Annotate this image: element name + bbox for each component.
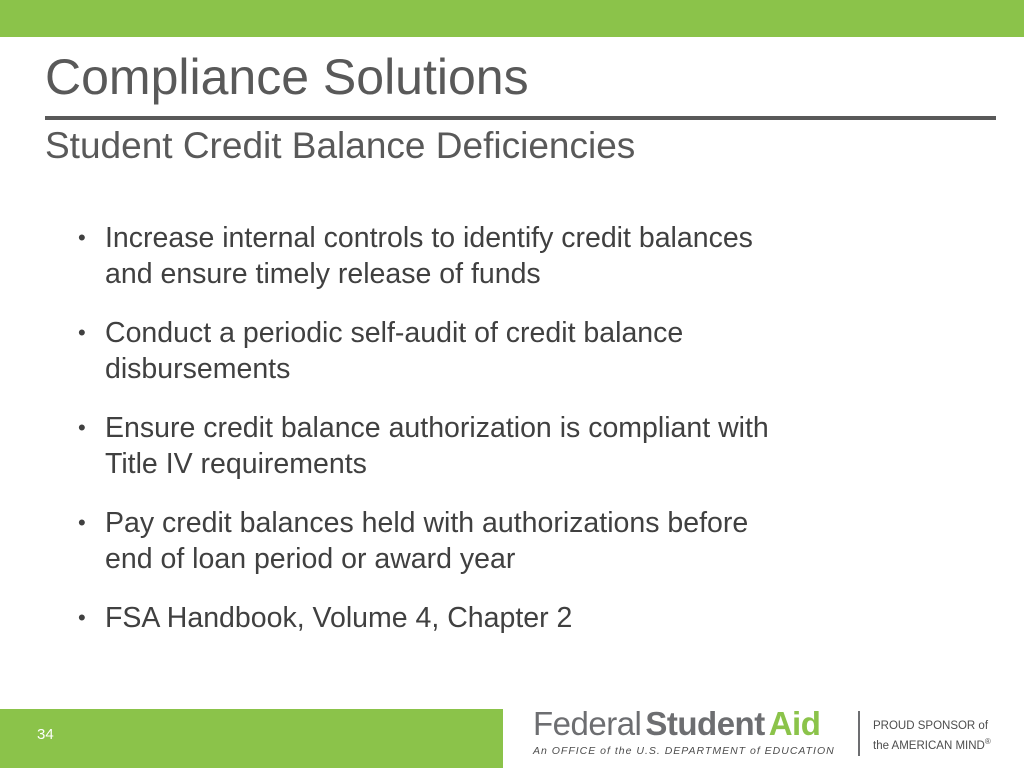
sponsor-line-1: PROUD SPONSOR of [873,720,989,732]
registered-mark: ® [984,737,991,746]
footer-accent-bar [0,709,503,768]
bullet-dot: • [78,415,86,440]
bullet-list [78,220,918,659]
bullet-text-line: and ensure timely release of funds [105,258,541,290]
bullet-dot: • [78,605,86,630]
logo-aid-text: Aid [768,705,821,742]
bullet-item [78,505,918,577]
slide-subtitle: Student Credit Balance Deficiencies [45,125,636,166]
sponsor-line-2-wrapper [873,734,1013,754]
sponsor-statement [873,719,1013,754]
slide-number: 34 [37,726,54,743]
logo-federal-text: Federal [533,705,642,742]
bullet-item [78,600,918,636]
bullet-text-line: Ensure credit balance authorization is compliant with [105,412,769,444]
bullet-text-line: Increase internal controls to identify credit balances [105,222,753,254]
bullet-dot: • [78,510,86,535]
bullet-item [78,410,918,482]
slide-title: Compliance Solutions [45,49,529,105]
logo-wordmark [533,707,820,740]
bullet-text-line: end of loan period or award year [105,543,516,575]
bullet-dot: • [78,320,86,345]
logo-divider [858,711,860,756]
federal-student-aid-logo [533,707,853,763]
top-accent-bar [0,0,1024,37]
bullet-item [78,220,918,292]
bullet-text-line: Conduct a periodic self-audit of credit balance [105,317,684,349]
bullet-item [78,315,918,387]
bullet-text-line: disbursements [105,353,291,385]
logo-tagline: An OFFICE of the U.S. DEPARTMENT of EDUCATION [533,745,835,757]
bullet-dot: • [78,225,86,250]
bullet-text-line: Pay credit balances held with authorizations before [105,507,749,539]
sponsor-line-2: the AMERICAN MIND [873,739,985,752]
bullet-text-line: FSA Handbook, Volume 4, Chapter 2 [105,602,573,634]
bullet-text-line: Title IV requirements [105,448,367,480]
logo-student-text: Student [645,705,765,742]
title-underline [45,116,996,120]
